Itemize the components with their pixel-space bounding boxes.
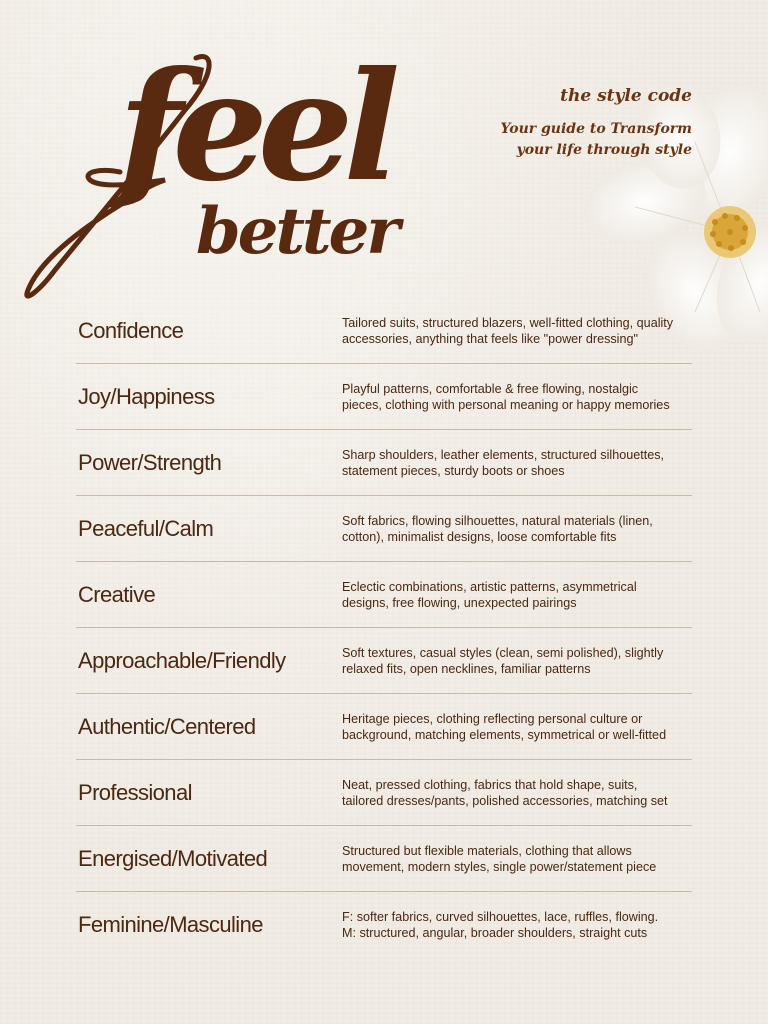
- desc-line: background, matching elements, symmetrical or well-fitted: [342, 728, 667, 742]
- feeling-label: Professional: [78, 780, 192, 805]
- style-description: [342, 711, 698, 743]
- desc-line: Soft fabrics, flowing silhouettes, natural materials (linen,: [342, 514, 653, 528]
- desc-line: F: softer fabrics, curved silhouettes, lace, ruffles, flowing.: [342, 910, 659, 924]
- desc-line: cotton), minimalist designs, loose comfortable fits: [342, 530, 617, 544]
- table-row: [76, 298, 692, 364]
- desc-line: Playful patterns, comfortable & free flowing, nostalgic: [342, 382, 639, 396]
- feeling-label: Confidence: [78, 318, 184, 343]
- headline: [0, 0, 430, 310]
- desc-line: accessories, anything that feels like "power dressing": [342, 332, 638, 346]
- style-description: [342, 381, 698, 413]
- table-row: [76, 562, 692, 628]
- feeling-label: Power/Strength: [78, 450, 222, 475]
- table-row: [76, 892, 692, 958]
- feelings-table: [76, 298, 692, 958]
- feeling-label: Energised/Motivated: [78, 846, 268, 871]
- feeling-label: Feminine/Masculine: [78, 912, 263, 937]
- style-description: [342, 315, 698, 347]
- desc-line: Neat, pressed clothing, fabrics that hold shape, suits,: [342, 778, 638, 792]
- table-row: [76, 430, 692, 496]
- style-description: [342, 777, 698, 809]
- table-row: [76, 760, 692, 826]
- tagline-line-1: Your guide to Transform: [500, 121, 692, 137]
- desc-line: Soft textures, casual styles (clean, semi polished), slightly: [342, 646, 664, 660]
- desc-line: designs, free flowing, unexpected pairings: [342, 596, 577, 610]
- feeling-label: Creative: [78, 582, 156, 607]
- tagline-line-2: your life through style: [516, 142, 692, 158]
- table-row: [76, 826, 692, 892]
- desc-line: Heritage pieces, clothing reflecting personal culture or: [342, 712, 643, 726]
- table-row: [76, 496, 692, 562]
- desc-line: tailored dresses/pants, polished accessories, matching set: [342, 794, 668, 808]
- desc-line: relaxed fits, open necklines, familiar patterns: [342, 662, 591, 676]
- style-description: [342, 513, 698, 545]
- style-description: [342, 843, 698, 875]
- feeling-label: Peaceful/Calm: [78, 516, 214, 541]
- brand-name: the style code: [560, 86, 692, 106]
- desc-line: movement, modern styles, single power/statement piece: [342, 860, 657, 874]
- headline-feel: feel: [118, 39, 391, 215]
- desc-line: statement pieces, sturdy boots or shoes: [342, 464, 565, 478]
- feeling-label: Joy/Happiness: [78, 384, 215, 409]
- desc-line: Tailored suits, structured blazers, well-fitted clothing, quality: [342, 316, 674, 330]
- style-description: [342, 909, 698, 941]
- headline-better: better: [196, 194, 398, 269]
- table-row: [76, 628, 692, 694]
- style-description: [342, 579, 698, 611]
- style-description: [342, 645, 698, 677]
- desc-line: Sharp shoulders, leather elements, structured silhouettes,: [342, 448, 665, 462]
- style-description: [342, 447, 698, 479]
- desc-line: Eclectic combinations, artistic patterns, asymmetrical: [342, 580, 637, 594]
- desc-line: M: structured, angular, broader shoulders, straight cuts: [342, 926, 648, 940]
- table-row: [76, 694, 692, 760]
- table-row: [76, 364, 692, 430]
- desc-line: Structured but flexible materials, clothing that allows: [342, 844, 632, 858]
- tagline: [500, 86, 692, 161]
- feeling-label: Approachable/Friendly: [78, 648, 286, 673]
- feeling-label: Authentic/Centered: [78, 714, 256, 739]
- desc-line: pieces, clothing with personal meaning or happy memories: [342, 398, 670, 412]
